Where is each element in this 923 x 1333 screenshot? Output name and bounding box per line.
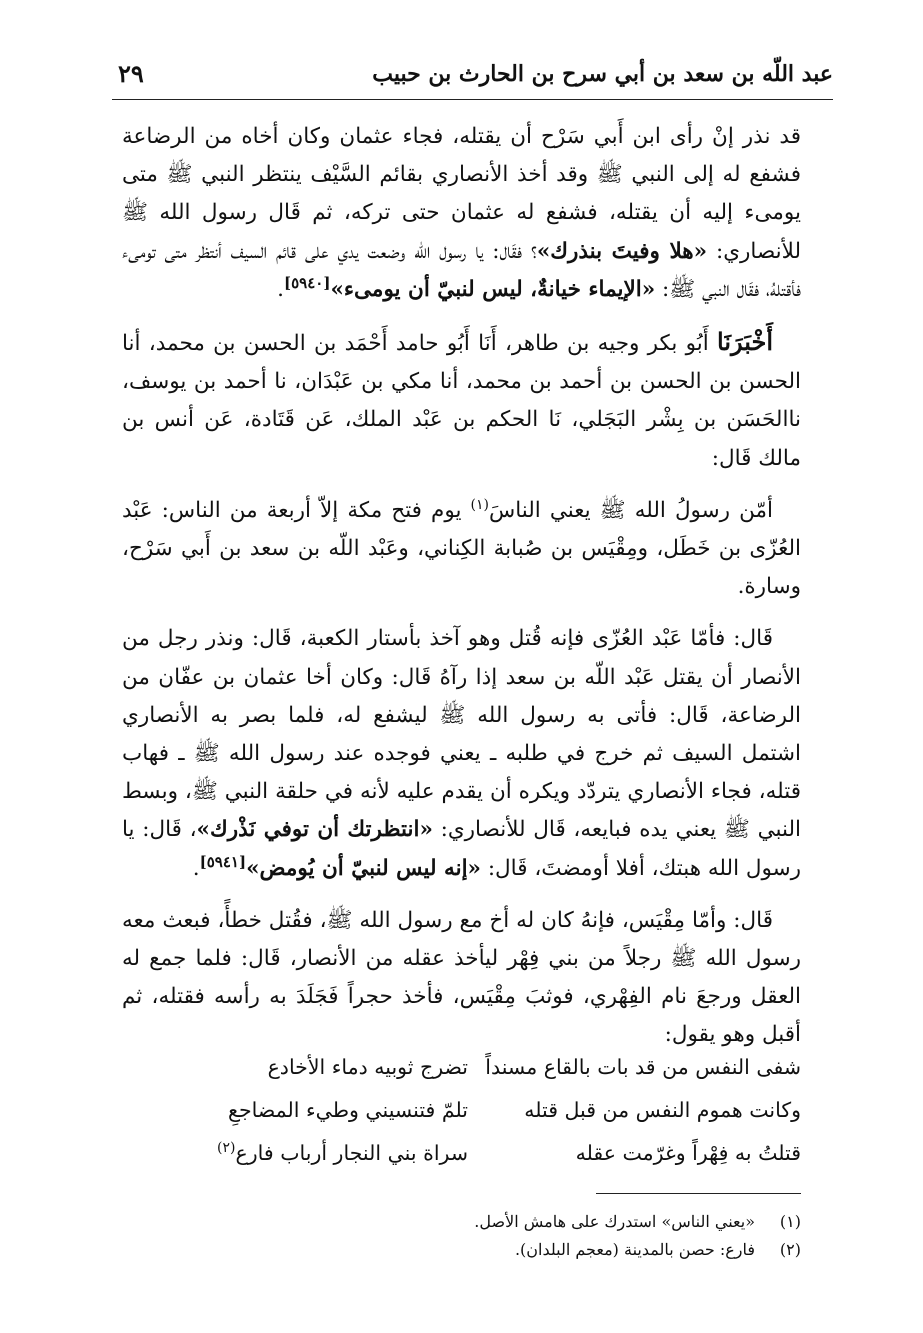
footnote-marker: (٢) bbox=[217, 1140, 236, 1157]
prophet-quote: «انتظرتك أن توفي نَذْرك» bbox=[196, 817, 433, 843]
verse-first-hemistich: شفى النفس من قد بات بالقاع مسنداً bbox=[485, 1055, 801, 1079]
paragraph-2 bbox=[122, 323, 801, 478]
paragraph-3 bbox=[122, 492, 801, 607]
paragraph-4 bbox=[122, 620, 801, 887]
isnad-keyword: أَخْبَرَنَا bbox=[717, 327, 773, 357]
paragraph-text: أمّن رسولُ الله ﷺ يعني الناسَ bbox=[488, 497, 773, 523]
verse-text: سراة بني النجار أرباب فارع bbox=[235, 1141, 468, 1165]
page-header bbox=[112, 55, 833, 100]
poem-verse bbox=[122, 1098, 801, 1141]
poem-verse bbox=[122, 1055, 801, 1098]
main-text bbox=[122, 118, 801, 1069]
paragraph-text: ؟ فقَال: يا رسول الله وضعت يدي على قائم السيف أنتظر متى تومىء فأقتلهُ، فقَال النبي ﷺ: bbox=[122, 238, 801, 302]
footnote bbox=[300, 1236, 801, 1264]
footnote-number: (٢) bbox=[779, 1240, 801, 1259]
paragraph-text: قَال: فأمّا عَبْد العُزّى فإنه قُتل وهو آخذ بأستار الكعبة، قَال: ونذر رجل من الأنصار أن يقتل عَبْد اللّه بن سعد إذا رآهُ قَال: وكان أخا عثمان بن عفّان من الرضاعة، قَال: فأتى به رسول الله ﷺ ليشفع له، فلما بصر به الأنصاري اشتمل السيف ثم خرج في طلبه ـ يعني فوجده عند رسول الله ﷺ ـ فهاب قتله، فجاء الأنصاري يتردّد ويكره أن يقدم عليه لأنه في حلقة النبي ﷺ، وبسط النبي ﷺ يعني يده فبايعه، قَال للأنصاري: bbox=[122, 626, 801, 843]
poem bbox=[122, 1055, 801, 1184]
paragraph-text: يوم فتح مكة إلاّ أربعة من الناس: عَبْد العُزّى بن خَطَل، ومِقْيَس بن صُبابة الكِناني، وعَبْد اللّه بن سعد بن أَبي سَرْح، وسارة. bbox=[122, 497, 801, 600]
paragraph-1 bbox=[122, 118, 801, 309]
verse-second-hemistich: تلمّ فتنسيني وطيء المضاجعِ bbox=[228, 1098, 468, 1122]
page-number: ٢٩ bbox=[118, 59, 144, 88]
footnote-separator bbox=[596, 1193, 801, 1194]
footnote-text: «يعني الناس» استدرك على هامش الأصل. bbox=[474, 1212, 755, 1231]
hadith-reference: [٥٩٤٠] bbox=[284, 273, 331, 292]
footnote-text: فارع: حصن بالمدينة (معجم البلدان). bbox=[514, 1240, 755, 1259]
verse-first-hemistich: وكانت هموم النفس من قبل قتله bbox=[524, 1098, 801, 1122]
verse-second-hemistich bbox=[128, 1141, 468, 1165]
paragraph-text: أَبُو بكر وجيه بن طاهر، أَنَا أَبُو حامد أَحْمَد بن الحسن بن محمد، أنا الحسن بن الحسن بن أحمد بن محمد، أنا مكي بن عَبْدَان، نا أحمد بن يوسف، ناالحَسَن بن بِشْر البَجَلي، نَا الحكم بن عَبْد الملك، عَن قَتَادة، عَن أنس بن مالك قَال: bbox=[122, 331, 801, 471]
poem-verse bbox=[122, 1141, 801, 1184]
prophet-quote: «الإيماء خيانةٌ، ليس لنبيّ أن يومىء» bbox=[330, 276, 656, 302]
verse-first-hemistich: قتلتُ به فِهْراً وغرّمت عقله bbox=[575, 1141, 801, 1165]
prophet-quote: «إنه ليس لنبيّ أن يُومض» bbox=[246, 855, 481, 881]
paragraph-5 bbox=[122, 902, 801, 1055]
footnote-marker: (١) bbox=[470, 496, 489, 513]
prophet-quote: «هلا وفيتَ بنذرك» bbox=[536, 238, 708, 264]
paragraph-text: قَال: وأمّا مِقْيَس، فإنهُ كان له أخ مع رسول الله ﷺ، فقُتل خطأً، فبعث معه رسول الله ﷺ رجلاً من بني فِهْر ليأخذ عقله من الأنصار، قَال: فلما جمع له العقل ورجعَ نام الفِهْري، فوثبَ مِقْيَس، فأخذ حجراً فَجَلَدَ به رأسه فقتله، ثم أقبل وهو يقول: bbox=[122, 907, 801, 1048]
footnote-number: (١) bbox=[779, 1212, 801, 1231]
paragraph-text: ، قَال: يا رسول الله هبتك، أفلا أومضتَ، قَال: bbox=[122, 817, 801, 881]
verse-second-hemistich: تضرج ثوبيه دماء الأخادع bbox=[267, 1055, 468, 1079]
running-title: عبد اللّه بن سعد بن أبي سرح بن الحارث بن حبيب bbox=[372, 61, 833, 87]
hadith-reference: [٥٩٤١] bbox=[199, 852, 247, 871]
sentence-end: . bbox=[192, 855, 200, 881]
paragraph-text: قد نذر إنْ رأى ابن أَبي سَرْح أن يقتله، فجاء عثمان وكان أخاه من الرضاعة فشفع له إلى النبي ﷺ وقد أخذ الأنصاري بقائم السَّيْف ينتظر النبي ﷺ متى يومىء إليه أن يقتله، فشفع له عثمان حتى تركه، ثم قَال رسول الله ﷺ للأنصاري: bbox=[122, 124, 801, 264]
footnotes bbox=[300, 1208, 801, 1264]
footnote bbox=[300, 1208, 801, 1236]
sentence-end: . bbox=[277, 276, 285, 302]
